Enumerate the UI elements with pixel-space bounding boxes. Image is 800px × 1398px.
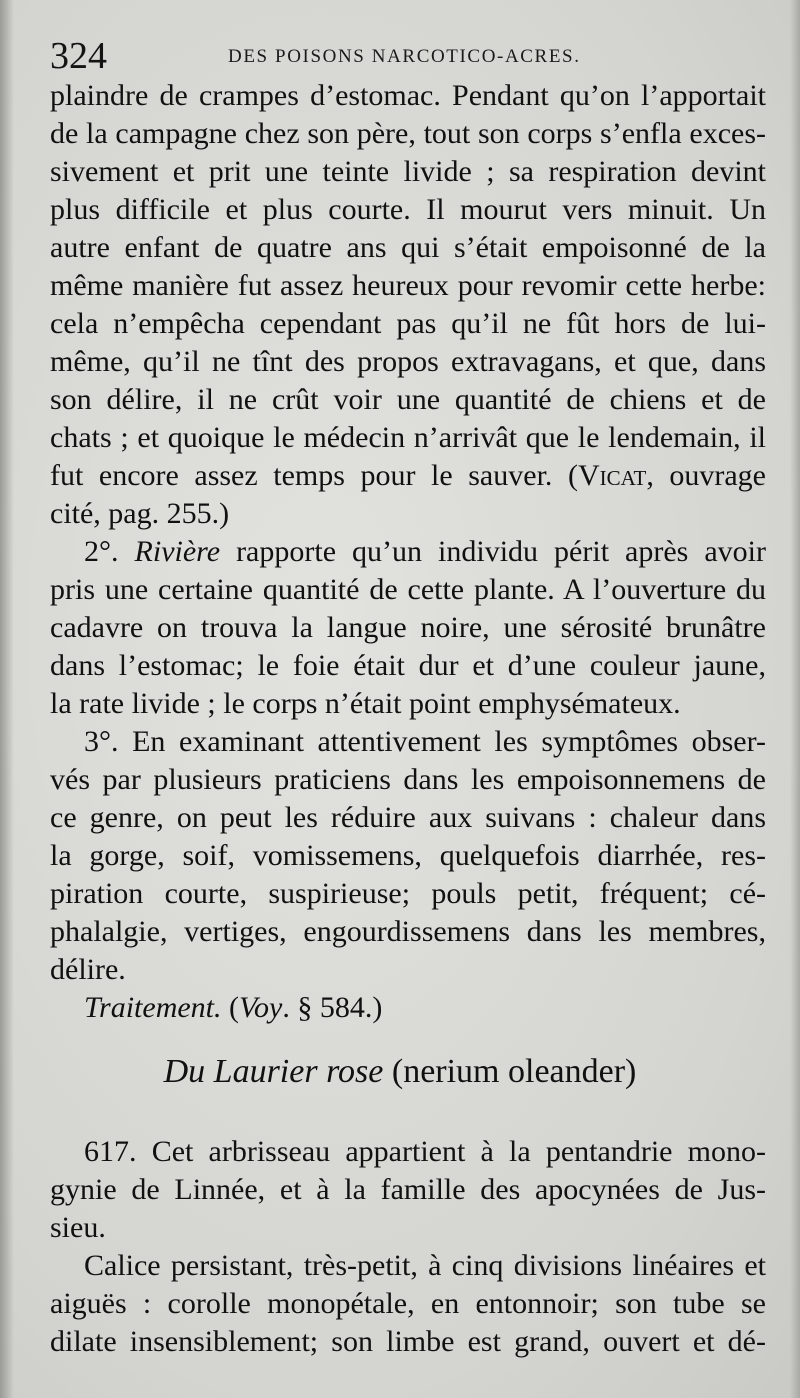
text-line: même, qu’il ne tînt des propos extravagans, et que, dans [50, 345, 766, 378]
text-line: aiguës : corolle monopétale, en entonnoir; son tube se [50, 1287, 766, 1320]
text-line: de la campagne chez son père, tout son corps s’enfla exces- [50, 117, 766, 150]
traitement-line: Traitement. (Voy. § 584.) [84, 991, 383, 1024]
text-line: pris une certaine quantité de cette plante. A l’ouverture du [50, 573, 766, 606]
running-head: DES POISONS NARCOTICO-ACRES. [228, 46, 581, 67]
text-line: autre enfant de quatre ans qui s’était empoisonné de la [50, 231, 766, 264]
text-line: la rate livide ; le corps n’était point emphysémateux. [50, 687, 681, 720]
text-line: plus difficile et plus courte. Il mourut vers minuit. Un [50, 193, 766, 226]
text-line: dilate insensiblement; son limbe est grand, ouvert et dé- [50, 1325, 766, 1358]
page-number: 324 [50, 35, 107, 77]
section-heading: Du Laurier rose (nerium oleander) [163, 1053, 637, 1090]
text-line: ce genre, on peut les réduire aux suivans : chaleur dans [50, 801, 766, 834]
text-line: son délire, il ne crût voir une quantité de chiens et de [50, 383, 766, 416]
text-line: piration courte, suspirieuse; pouls petit, fréquent; cé- [50, 877, 766, 910]
text-line: plaindre de crampes d’estomac. Pendant qu’on l’apportait [50, 79, 766, 112]
text-line: gynie de Linnée, et à la famille des apocynées de Jus- [50, 1173, 766, 1206]
text-line: vés par plusieurs praticiens dans les empoisonnemens de [50, 763, 766, 796]
traitement-label: Traitement. [84, 991, 222, 1024]
text-line: cadavre on trouva la langue noire, une sérosité brunâtre [50, 611, 766, 644]
text-line: cité, pag. 255.) [50, 497, 230, 530]
paragraph-3-line: 3°. En examinant attentivement les symptômes obser- [84, 725, 766, 758]
text-line: chats ; et quoique le médecin n’arrivât que le lendemain, il [50, 421, 766, 454]
text-line: même manière fut assez heureux pour revomir cette herbe: [50, 269, 766, 302]
text-line: phalalgie, vertiges, engourdissemens dans les membres, [50, 915, 766, 948]
text-line: sieu. [50, 1211, 106, 1244]
paragraph-2-line: 2°. Rivière rapporte qu’un individu périt après avoir [84, 535, 767, 568]
text-line-vicat: fut encore assez temps pour le sauver. (Vicat, ouvrage [50, 459, 766, 492]
author-vicat: Vicat [577, 459, 647, 492]
text-line: cela n’empêcha cependant pas qu’il ne fût hors de lui- [50, 307, 766, 340]
text-line: délire. [50, 953, 126, 986]
author-riviere: Rivière [134, 535, 221, 568]
text-line: sivement et prit une teinte livide ; sa respiration devint [50, 155, 766, 188]
text-line: la gorge, soif, vomissemens, quelquefois diarrhée, res- [50, 839, 766, 872]
text-line: dans l’estomac; le foie était dur et d’une couleur jaune, [50, 649, 766, 682]
paragraph-617-line: 617. Cet arbrisseau appartient à la pentandrie mono- [84, 1135, 766, 1168]
text-line: Calice persistant, très-petit, à cinq divisions linéaires et [84, 1249, 766, 1282]
